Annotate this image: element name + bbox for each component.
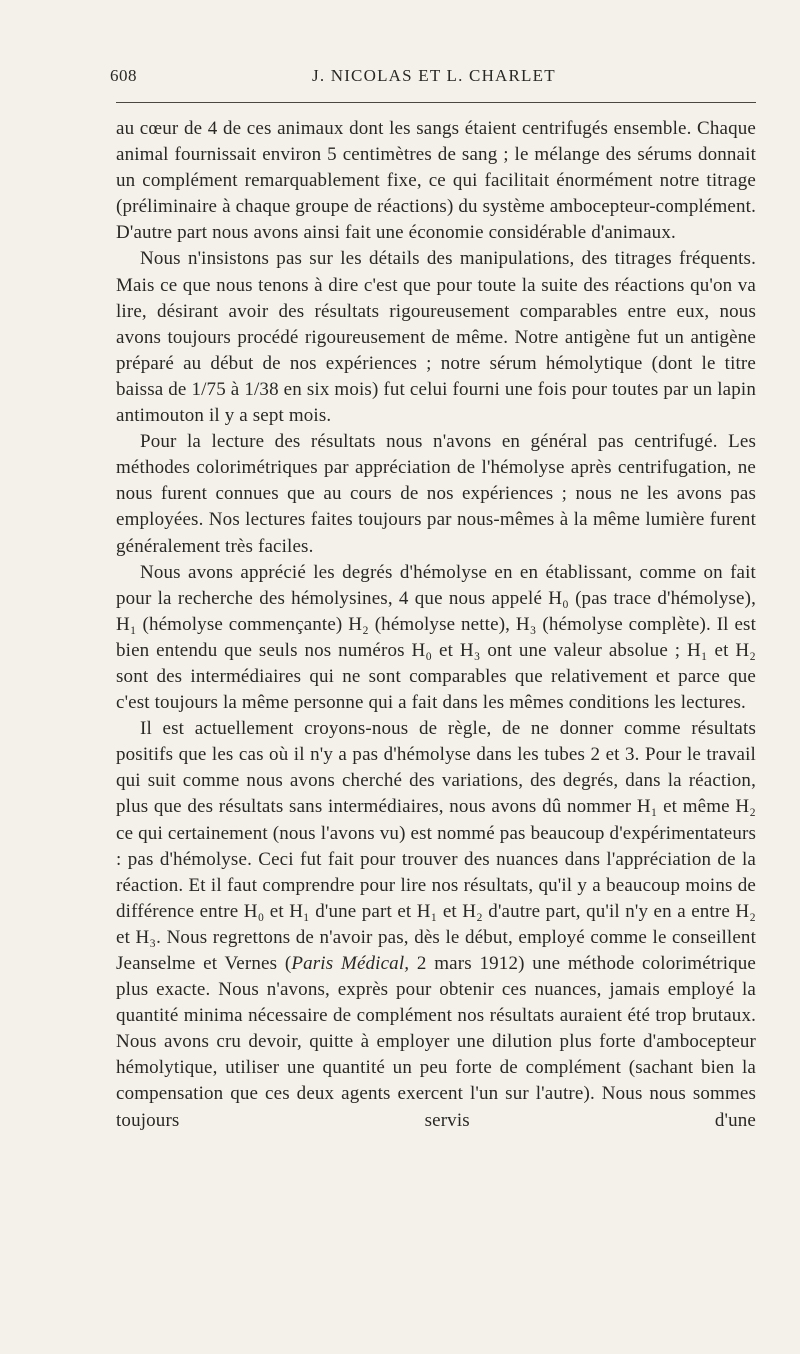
paragraph-5: Il est actuellement croyons-nous de règle, de ne donner comme résultats positifs que les cas où il n'y a pas d'hémolyse dans les tubes 2 et 3. Pour le travail qui suit comme nous avons cherché des variations, des degrés, dans la réaction, plus que des résultats sans intermédiaires, nous avons dû nommer H₁ et même H₂ ce qui certainement (nous l'avons vu) est nommé pas beaucoup d'expérimentateurs : pas d'hémolyse. Ceci fut fait pour trouver des nuances dans l'appréciation de la réaction. Et il faut comprendre pour lire nos résultats, qu'il y a beaucoup moins de différence entre H₀ et H₁ d'une part et H₁ et H₂ d'autre part, qu'il n'y en a entre H₂ et H₃. Nous regrettons de n'avoir pas, dès le début, employé comme le conseillent Jeanselme et Vernes (Paris Médical, 2 mars 1912) une méthode colorimétrique plus exacte. Nous n'avons, exprès pour obtenir ces nuances, jamais employé la quantité minima nécessaire de complément nos résultats auraient été trop brutaux. Nous avons cru devoir, quitte à employer une dilution plus forte d'ambocepteur hémolytique, utiliser une quantité un peu forte de complément (sachant bien la compensation que ces deux agents exercent l'un sur l'autre). Nous nous sommes toujours servis d'une (116, 718, 757, 1131)
header-rule (116, 102, 756, 103)
citation-journal: Paris Médical, (291, 953, 410, 974)
paragraph-1: au cœur de 4 de ces animaux dont les sangs étaient centrifugés ensemble. Chaque animal fournissait environ 5 centimètres de sang ; le mélange des sérums donnait un complément remarquablement fixe, ce qui facilitait énormément notre titrage (préliminaire à chaque groupe de réactions) du système ambocepteur-complément. D'autre part nous avons ainsi fait une économie considérable d'animaux. (116, 118, 756, 244)
paragraph-5-rest: 2 mars 1912) une méthode colorimétrique plus exacte. Nous n'avons, exprès pour obtenir ces nuances, jamais employé la quantité minima nécessaire de complément nos résultats auraient été trop brutaux. Nous avons cru devoir, quitte à employer une dilution plus forte d'ambocepteur hémolytique, utiliser une quantité un peu forte de complément (sachant bien la compensation que ces deux agents exercent l'un sur l'autre). Nous nous sommes toujours servis d'une (116, 953, 757, 1131)
paragraph-5-main: Il est actuellement croyons-nous de règle, de ne donner comme résultats positifs que les cas où il n'y a pas d'hémolyse dans les tubes 2 et 3. Pour le travail qui suit comme nous avons cherché des variations, des degrés, dans la réaction, plus que des résultats sans intermédiaires, nous avons dû nommer H₁ et même H₂ ce qui certainement (nous l'avons vu) est nommé pas beaucoup d'expérimentateurs : pas d'hémolyse. Ceci fut fait pour trouver des nuances dans l'appréciation de la réaction. Et il faut comprendre pour lire nos résultats, qu'il y a beaucoup moins de différence entre H₀ et H₁ d'une part et H₁ et H₂ d'autre part, qu'il n'y en a entre H₂ et H₃. Nous regrettons de n'avoir pas, dès le début, employé comme le conseillent Jeanselme et Vernes (116, 718, 756, 974)
page-number: 608 (110, 66, 137, 85)
running-head-authors: J. NICOLAS ET L. CHARLET (312, 66, 556, 85)
paragraph-2: Nous n'insistons pas sur les détails des manipulations, des titrages fréquents. Mais ce que nous tenons à dire c'est que pour toute la suite des réactions qu'on va lire, désirant avoir des résultats rigoureusement comparables entre eux, nous avons toujours procédé rigoureusement de même. Notre antigène fut un antigène préparé au début de nos expériences ; notre sérum hémolytique (dont le titre baissa de 1/75 à 1/38 en six mois) fut celui fourni une fois pour toutes par un lapin antimouton il y a sept mois. (116, 248, 756, 427)
paragraph-4: Nous avons apprécié les degrés d'hémolyse en en établissant, comme on fait pour la recherche des hémolysines, 4 que nous appelé H₀ (pas trace d'hémolyse), H₁ (hémolyse commençante) H₂ (hémolyse nette), H₃ (hémolyse complète). Il est bien entendu que seuls nos numéros H₀ et H₃ ont une valeur absolue ; H₁ et H₂ sont des intermédiaires qui ne sont comparables que relativement et parce que c'est toujours la même personne qui a fait dans les mêmes conditions les lectures. (116, 561, 756, 714)
paragraph-3: Pour la lecture des résultats nous n'avons en général pas centrifugé. Les méthodes colorimétriques par appréciation de l'hémolyse après centrifugation, ne nous furent connues que au cours de nos expériences ; nous ne les avons pas employées. Nos lectures faites toujours par nous-mêmes à la même lumière furent généralement très faciles. (116, 431, 756, 557)
page-header (110, 66, 756, 92)
body-text (116, 116, 756, 1134)
